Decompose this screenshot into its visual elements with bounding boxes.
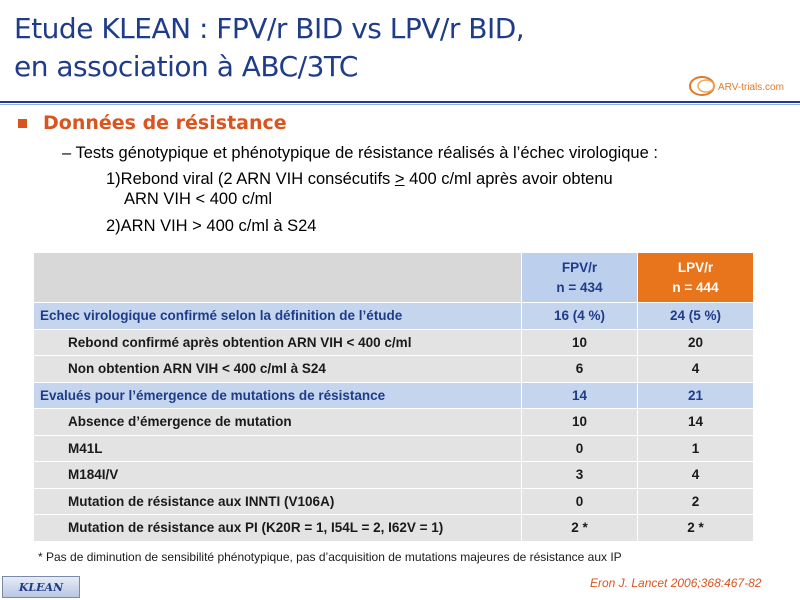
row-label: M184I/V: [34, 462, 522, 489]
header-lpv-n: n = 444: [672, 279, 719, 295]
fpv-value: 6: [522, 356, 638, 383]
sub-bullet-text: – Tests génotypique et phénotypique de résistance réalisés à l’échec virologique :: [62, 144, 658, 162]
header-divider: [0, 101, 800, 103]
lpv-value: 4: [638, 462, 754, 489]
header-blank-cell: [34, 253, 522, 303]
row-label: Echec virologique confirmé selon la définition de l’étude: [34, 303, 522, 330]
fpv-value: 3: [522, 462, 638, 489]
header-lpv: [638, 253, 754, 303]
item-number: 2): [106, 217, 121, 235]
row-label: Mutation de résistance aux INNTI (V106A): [34, 488, 522, 515]
numbered-item-1: [106, 169, 613, 189]
lpv-value: 4: [638, 356, 754, 383]
lpv-value: 24 (5 %): [638, 303, 754, 330]
table-row: [34, 488, 754, 515]
fpv-value: 0: [522, 435, 638, 462]
item-text: ARN VIH > 400 c/ml à S24: [120, 217, 317, 235]
table-row: [34, 329, 754, 356]
section-heading: Données de résistance: [43, 112, 287, 134]
header-fpv-n: n = 434: [556, 279, 603, 295]
arv-trials-logo: [688, 74, 798, 100]
fpv-value: 14: [522, 382, 638, 409]
lpv-value: 14: [638, 409, 754, 436]
lpv-value: 2 *: [638, 515, 754, 542]
table-row: [34, 515, 754, 542]
lpv-value: 21: [638, 382, 754, 409]
header-fpv-name: FPV/r: [561, 259, 598, 275]
table-row: [34, 462, 754, 489]
table-row: [34, 409, 754, 436]
fpv-value: 16 (4 %): [522, 303, 638, 330]
lpv-value: 1: [638, 435, 754, 462]
table-row: [34, 303, 754, 330]
row-label: Non obtention ARN VIH < 400 c/ml à S24: [34, 356, 522, 383]
row-label: M41L: [34, 435, 522, 462]
row-label: Rebond confirmé après obtention ARN VIH < 400 c/ml: [34, 329, 522, 356]
numbered-item-2: [106, 216, 316, 236]
fpv-value: 2 *: [522, 515, 638, 542]
fpv-value: 10: [522, 409, 638, 436]
logo-rings-icon: [688, 74, 722, 98]
row-label: Absence d’émergence de mutation: [34, 409, 522, 436]
numbered-item-1-continuation: ARN VIH < 400 c/ml: [124, 190, 273, 208]
table-row: [34, 435, 754, 462]
study-badge: KLEAN: [2, 576, 80, 598]
slide-title: [14, 10, 654, 86]
table-footnote: * Pas de diminution de sensibilité phénotypique, pas d’acquisition de mutations majeures de résistance aux IP: [38, 550, 622, 564]
item-text: Rebond viral (2 ARN VIH consécutifs > 400 c/ml après avoir obtenu: [120, 170, 613, 188]
header-divider-thin: [0, 104, 800, 105]
title-line-2: en association à ABC/3TC: [14, 50, 358, 83]
header-lpv-name: LPV/r: [677, 259, 714, 275]
item-number: 1): [106, 170, 121, 188]
header-fpv: [522, 253, 638, 303]
section-bullet: [18, 110, 287, 136]
square-bullet-icon: [18, 119, 27, 128]
row-label: Mutation de résistance aux PI (K20R = 1, I54L = 2, I62V = 1): [34, 515, 522, 542]
title-line-1: Etude KLEAN : FPV/r BID vs LPV/r BID,: [14, 12, 525, 45]
table-header-row: [34, 253, 754, 303]
row-label: Evalués pour l’émergence de mutations de résistance: [34, 382, 522, 409]
greater-equal-symbol: >: [394, 170, 405, 188]
logo-text: ARV-trials.com: [718, 82, 784, 93]
citation-reference: Eron J. Lancet 2006;368:467-82: [590, 576, 762, 590]
lpv-value: 2: [638, 488, 754, 515]
fpv-value: 10: [522, 329, 638, 356]
resistance-table: [33, 252, 754, 542]
lpv-value: 20: [638, 329, 754, 356]
table-row: [34, 382, 754, 409]
table-row: [34, 356, 754, 383]
fpv-value: 0: [522, 488, 638, 515]
